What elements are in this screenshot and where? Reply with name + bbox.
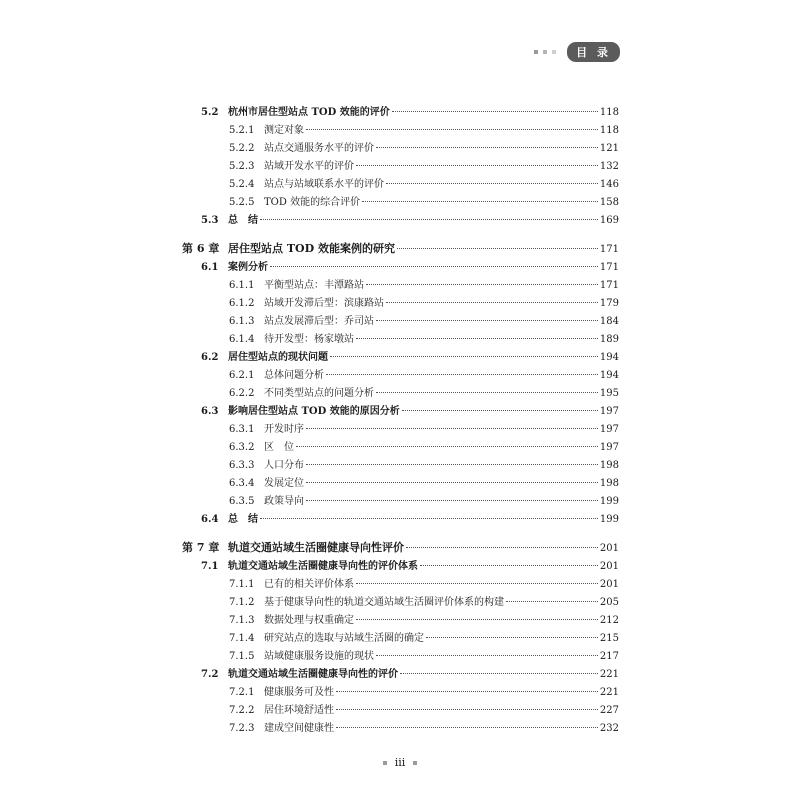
toc-entry-number: 7.1.1 — [229, 579, 255, 590]
toc-entry-page: 199 — [599, 496, 619, 507]
toc-entry-title: TOD 效能的综合评价 — [264, 197, 361, 208]
dot-leader — [362, 201, 598, 202]
decor-square — [383, 761, 387, 765]
toc-entry-number: 7.1.4 — [229, 633, 255, 644]
toc-entry-page: 221 — [599, 687, 619, 698]
toc-entry-page: 121 — [599, 143, 619, 154]
dot-leader — [356, 338, 598, 339]
toc-entry-page: 198 — [599, 460, 619, 471]
dot-leader — [330, 356, 598, 357]
toc-entry-title: 不同类型站点的问题分析 — [264, 388, 374, 399]
toc-entry-number: 7.1.3 — [229, 615, 255, 626]
toc-entry-title: 站点与站域联系水平的评价 — [264, 179, 384, 190]
dot-leader — [306, 482, 598, 483]
toc-entry — [229, 175, 619, 190]
toc-entry-number: 6.3.2 — [229, 442, 255, 453]
toc-entry-page: 158 — [599, 197, 619, 208]
dot-leader — [366, 284, 598, 285]
toc-entry-title: 轨道交通站域生活圈健康导向性的评价体系 — [228, 561, 418, 572]
toc-entry-title: 轨道交通站域生活圈健康导向性评价 — [228, 541, 404, 554]
toc-entry — [229, 157, 619, 172]
toc-entry-number: 5.2 — [201, 107, 219, 118]
dot-leader — [376, 655, 598, 656]
toc-entry-title: 影响居住型站点 TOD 效能的原因分析 — [228, 406, 400, 417]
toc-entry — [229, 456, 619, 471]
toc-entry — [229, 683, 619, 698]
toc-entry — [229, 492, 619, 507]
toc-entry — [229, 719, 619, 734]
toc-entry-number: 6.3.1 — [229, 424, 255, 435]
toc-entry-page: 217 — [599, 651, 619, 662]
dot-leader — [386, 302, 598, 303]
dot-leader — [296, 446, 598, 447]
dot-leader — [306, 129, 598, 130]
toc-entry-number: 6.1.2 — [229, 298, 255, 309]
toc-entry — [229, 193, 619, 208]
toc-entry — [229, 312, 619, 327]
toc-entry-page: 169 — [599, 215, 619, 226]
toc-entry-page: 227 — [599, 705, 619, 716]
toc-entry-number: 7.1.2 — [229, 597, 255, 608]
toc-entry-page: 201 — [599, 543, 619, 554]
toc-entry — [201, 665, 619, 680]
toc-entry-number: 6.1 — [201, 262, 219, 273]
toc-entry-title: 居住环境舒适性 — [264, 705, 334, 716]
toc-entry-page: 232 — [599, 723, 619, 734]
toc-entry-page: 197 — [599, 424, 619, 435]
toc-entry — [229, 611, 619, 626]
toc-entry — [229, 647, 619, 662]
toc-entry-number: 7.2 — [201, 669, 219, 680]
dot-leader — [336, 691, 598, 692]
toc-entry — [229, 330, 619, 345]
page-footer — [0, 756, 800, 769]
dot-leader — [397, 248, 598, 249]
toc-entry-title: 平衡型站点：丰潭路站 — [264, 280, 364, 291]
toc-entry-title: 轨道交通站域生活圈健康导向性的评价 — [228, 669, 398, 680]
dot-leader — [306, 500, 598, 501]
toc-entry-title: 人口分布 — [264, 460, 304, 471]
toc-entry-number: 5.3 — [201, 215, 219, 226]
toc-entry-number: 6.2.1 — [229, 370, 255, 381]
toc-entry — [229, 276, 619, 291]
dot-leader — [406, 547, 598, 548]
toc-entry-title: 数据处理与权重确定 — [264, 615, 354, 626]
toc-entry — [229, 121, 619, 136]
toc-entry-number: 第 7 章 — [182, 541, 220, 554]
toc-entry-page: 201 — [599, 579, 619, 590]
toc-entry-title: 测定对象 — [264, 125, 304, 136]
dot-leader — [336, 727, 598, 728]
toc-entry-number: 5.2.4 — [229, 179, 255, 190]
toc-entry-title: 区 位 — [264, 442, 294, 453]
toc-entry — [229, 294, 619, 309]
dot-leader — [356, 619, 598, 620]
toc-entry — [201, 557, 619, 572]
toc-entry-page: 197 — [599, 442, 619, 453]
toc-entry-page: 205 — [599, 597, 619, 608]
toc-entry-title: 待开发型：杨家墩站 — [264, 334, 354, 345]
toc-entry-page: 132 — [599, 161, 619, 172]
decor-square — [534, 50, 538, 54]
toc-entry-page: 221 — [599, 669, 619, 680]
dot-leader — [420, 565, 598, 566]
toc-entry-title: 政策导向 — [264, 496, 304, 507]
toc-entry — [229, 474, 619, 489]
toc-entry-number: 6.1.1 — [229, 280, 255, 291]
toc-entry-title: 总 结 — [228, 215, 258, 226]
toc-entry-title: 站点发展滞后型：乔司站 — [264, 316, 374, 327]
decor-square — [543, 50, 547, 54]
toc-entry — [201, 402, 619, 417]
toc-entry-page: 171 — [599, 244, 619, 255]
toc-entry-title: 已有的相关评价体系 — [264, 579, 354, 590]
toc-entry-number: 5.2.2 — [229, 143, 255, 154]
dot-leader — [356, 165, 598, 166]
toc-entry-number: 5.2.1 — [229, 125, 255, 136]
toc-entry-title: 站域开发滞后型：滨康路站 — [264, 298, 384, 309]
dot-leader — [260, 518, 598, 519]
toc-entry — [201, 348, 619, 363]
toc-entry-page: 197 — [599, 406, 619, 417]
toc-entry — [229, 438, 619, 453]
toc-entry-number: 6.1.3 — [229, 316, 255, 327]
dot-leader — [402, 410, 598, 411]
dot-leader — [270, 266, 598, 267]
toc-entry-title: 居住型站点 TOD 效能案例的研究 — [228, 242, 395, 255]
toc-entry-page: 184 — [599, 316, 619, 327]
toc-entry-title: 研究站点的选取与站域生活圈的确定 — [264, 633, 424, 644]
toc-entry-page: 199 — [599, 514, 619, 525]
toc-entry-title: 站域健康服务设施的现状 — [264, 651, 374, 662]
dot-leader — [326, 374, 598, 375]
toc-entry — [201, 103, 619, 118]
toc-entry-page: 118 — [599, 107, 619, 118]
dot-leader — [306, 428, 598, 429]
toc-entry-title: 杭州市居住型站点 TOD 效能的评价 — [228, 107, 390, 118]
toc-entry — [229, 593, 619, 608]
dot-leader — [392, 111, 598, 112]
toc-entry-number: 5.2.3 — [229, 161, 255, 172]
dot-leader — [260, 219, 598, 220]
toc-entry-page: 171 — [599, 280, 619, 291]
toc-entry-number: 6.2 — [201, 352, 219, 363]
toc-entry-page: 215 — [599, 633, 619, 644]
toc-entry — [229, 384, 619, 399]
toc-entry-number: 6.3.5 — [229, 496, 255, 507]
toc-entry-number: 第 6 章 — [182, 242, 220, 255]
toc-entry-title: 总 结 — [228, 514, 258, 525]
toc-entry-number: 5.2.5 — [229, 197, 255, 208]
toc-entry-title: 居住型站点的现状问题 — [228, 352, 328, 363]
toc-entry — [201, 510, 619, 525]
toc-entry — [229, 366, 619, 381]
dot-leader — [376, 392, 598, 393]
toc-entry-title: 站域开发水平的评价 — [264, 161, 354, 172]
toc-entry — [229, 575, 619, 590]
toc-entry-number: 7.2.2 — [229, 705, 255, 716]
toc-entry-title: 基于健康导向性的轨道交通站域生活圈评价体系的构建 — [264, 597, 504, 608]
toc-entry — [229, 629, 619, 644]
dot-leader — [306, 464, 598, 465]
page-number: iii — [394, 756, 406, 769]
toc-entry-number: 6.3.3 — [229, 460, 255, 471]
dot-leader — [400, 673, 598, 674]
toc-entry-title: 总体问题分析 — [264, 370, 324, 381]
toc-entry-title: 案例分析 — [228, 262, 268, 273]
dot-leader — [336, 709, 598, 710]
toc-entry-number: 6.1.4 — [229, 334, 255, 345]
toc-entry-number: 6.4 — [201, 514, 219, 525]
toc-entry-page: 194 — [599, 352, 619, 363]
toc-entry-number: 7.1.5 — [229, 651, 255, 662]
toc-header — [534, 42, 620, 62]
toc-entry-title: 健康服务可及性 — [264, 687, 334, 698]
toc-badge: 目 录 — [567, 42, 620, 62]
dot-leader — [356, 583, 598, 584]
dot-leader — [376, 320, 598, 321]
dot-leader — [386, 183, 598, 184]
toc-entry — [201, 258, 619, 273]
toc-entry-page: 198 — [599, 478, 619, 489]
toc-entry-page: 171 — [599, 262, 619, 273]
decor-square — [413, 761, 417, 765]
toc-entry-number: 6.3 — [201, 406, 219, 417]
toc-entry — [229, 701, 619, 716]
toc-entry-page: 195 — [599, 388, 619, 399]
toc-entry — [182, 240, 619, 256]
toc-entry-title: 站点交通服务水平的评价 — [264, 143, 374, 154]
dot-leader — [426, 637, 598, 638]
toc-entry-page: 146 — [599, 179, 619, 190]
decor-square — [552, 50, 556, 54]
toc-entry-page: 118 — [599, 125, 619, 136]
toc-entry-number: 7.1 — [201, 561, 219, 572]
toc-entry-title: 建成空间健康性 — [264, 723, 334, 734]
toc-entry — [229, 139, 619, 154]
toc-entry-number: 7.2.1 — [229, 687, 255, 698]
toc-entry-title: 开发时序 — [264, 424, 304, 435]
toc-entry — [182, 539, 619, 555]
toc-entry-page: 189 — [599, 334, 619, 345]
toc-entry-page: 201 — [599, 561, 619, 572]
toc-entry-page: 194 — [599, 370, 619, 381]
toc-entry — [201, 211, 619, 226]
toc-entry — [229, 420, 619, 435]
toc-entry-number: 7.2.3 — [229, 723, 255, 734]
toc-entry-page: 212 — [599, 615, 619, 626]
toc-entry-number: 6.2.2 — [229, 388, 255, 399]
toc-entry-title: 发展定位 — [264, 478, 304, 489]
dot-leader — [376, 147, 598, 148]
toc-entry-number: 6.3.4 — [229, 478, 255, 489]
dot-leader — [506, 601, 598, 602]
toc-entry-page: 179 — [599, 298, 619, 309]
